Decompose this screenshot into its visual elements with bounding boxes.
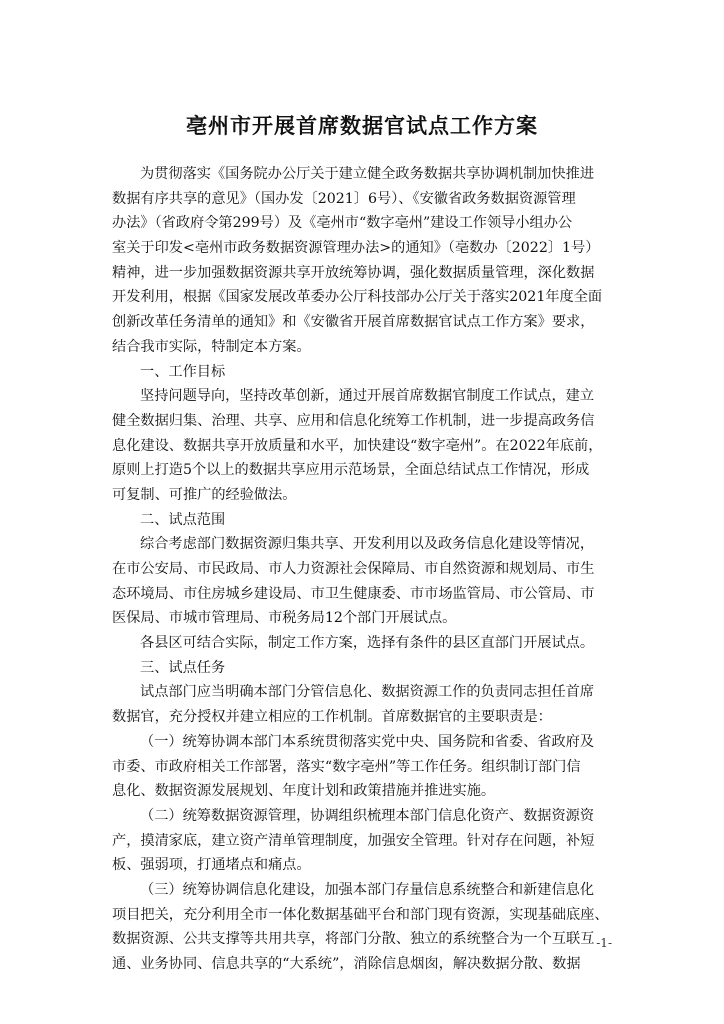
text-line: 结合我市实际，特制定本方案。 xyxy=(112,338,311,355)
section-heading: 一、工作目标 xyxy=(140,363,226,380)
text-line: 可复制、可推广的经验做法。 xyxy=(112,486,297,503)
text-line: 通、业务协同、信息共享的“大系统”，消除信息烟囱，解决数据分散、数据 xyxy=(112,956,581,972)
text-line: 室关于印发<亳州市政务数据资源管理办法>的通知》（亳数办〔2022〕1号） xyxy=(112,240,600,257)
text-line: 息化、数据资源发展规划、年度计划和政策措施并推进实施。 xyxy=(112,783,496,800)
text-line: （三）统筹协调信息化建设，加强本部门存量信息系统整合和新建信息化 xyxy=(140,881,595,898)
text-line: 数据有序共享的意见》（国办发〔2021〕6号）、《安徽省政务数据资源管理 xyxy=(112,190,576,207)
text-line: （一）统筹协调本部门本系统贯彻落实党中央、国务院和省委、省政府及 xyxy=(140,733,595,750)
text-line: 坚持问题导向，坚持改革创新，通过开展首席数据官制度工作试点，建立 xyxy=(140,388,595,405)
section-heading: 二、试点范围 xyxy=(140,511,226,528)
text-line: 开发利用，根据《国家发展改革委办公厅科技部办公厅关于落实2021年度全面 xyxy=(112,289,603,306)
text-line: 创新改革任务清单的通知》和《安徽省开展首席数据官试点工作方案》要求， xyxy=(112,314,595,331)
text-line: 数据资源、公共支撑等共用共享，将部门分散、独立的系统整合为一个互联互 xyxy=(112,931,595,948)
text-line: 息化建设、数据共享开放质量和水平，加快建设“数字亳州”。在2022年底前， xyxy=(112,437,603,454)
text-line: 项目把关，充分利用全市一体化数据基础平台和部门现有资源，实现基础底座、 xyxy=(112,906,609,923)
text-line: 综合考虑部门数据资源归集共享、开发利用以及政务信息化建设等情况， xyxy=(140,536,595,553)
text-line: 板、强弱项，打通堵点和痛点。 xyxy=(112,857,311,874)
text-line: 精神，进一步加强数据资源共享开放统筹协调，强化数据质量管理，深化数据 xyxy=(112,264,595,281)
text-line: 各县区可结合实际，制定工作方案，选择有条件的县区直部门开展试点。 xyxy=(140,635,595,652)
text-line: 在市公安局、市民政局、市人力资源社会保障局、市自然资源和规划局、市生 xyxy=(112,561,595,577)
document-title: 亳州市开展首席数据官试点工作方案 xyxy=(186,114,538,138)
text-line: 健全数据归集、治理、共享、应用和信息化统筹工作机制，进一步提高政务信 xyxy=(112,412,595,429)
text-line: 办法》（省政府令第299号）及《亳州市“数字亳州”建设工作领导小组办公 xyxy=(112,215,573,232)
document-body xyxy=(112,162,618,977)
text-line: 为贯彻落实《国务院办公厅关于建立健全政务数据共享协调机制加快推进 xyxy=(140,166,595,182)
text-line: 试点部门应当明确本部门分管信息化、数据资源工作的负责同志担任首席 xyxy=(140,684,595,701)
text-line: 医保局、市城市管理局、市税务局12个部门开展试点。 xyxy=(112,610,457,627)
text-line: 态环境局、市住房城乡建设局、市卫生健康委、市市场监管局、市公管局、市 xyxy=(112,585,595,602)
text-line: （二）统筹数据资源管理，协调组织梳理本部门信息化资产、数据资源资 xyxy=(140,807,595,824)
text-line: 产，摸清家底，建立资产清单管理制度，加强安全管理。针对存在问题，补短 xyxy=(112,832,595,849)
text-line: 市委、市政府相关工作部署，落实“数字亳州”等工作任务。组织制订部门信 xyxy=(112,758,581,775)
text-line: 数据官，充分授权并建立相应的工作机制。首席数据官的主要职责是： xyxy=(112,709,552,726)
text-line: 原则上打造5个以上的数据共享应用示范场景，全面总结试点工作情况，形成 xyxy=(112,462,590,479)
section-heading: 三、试点任务 xyxy=(140,659,226,676)
page-number: -1- xyxy=(596,936,612,950)
